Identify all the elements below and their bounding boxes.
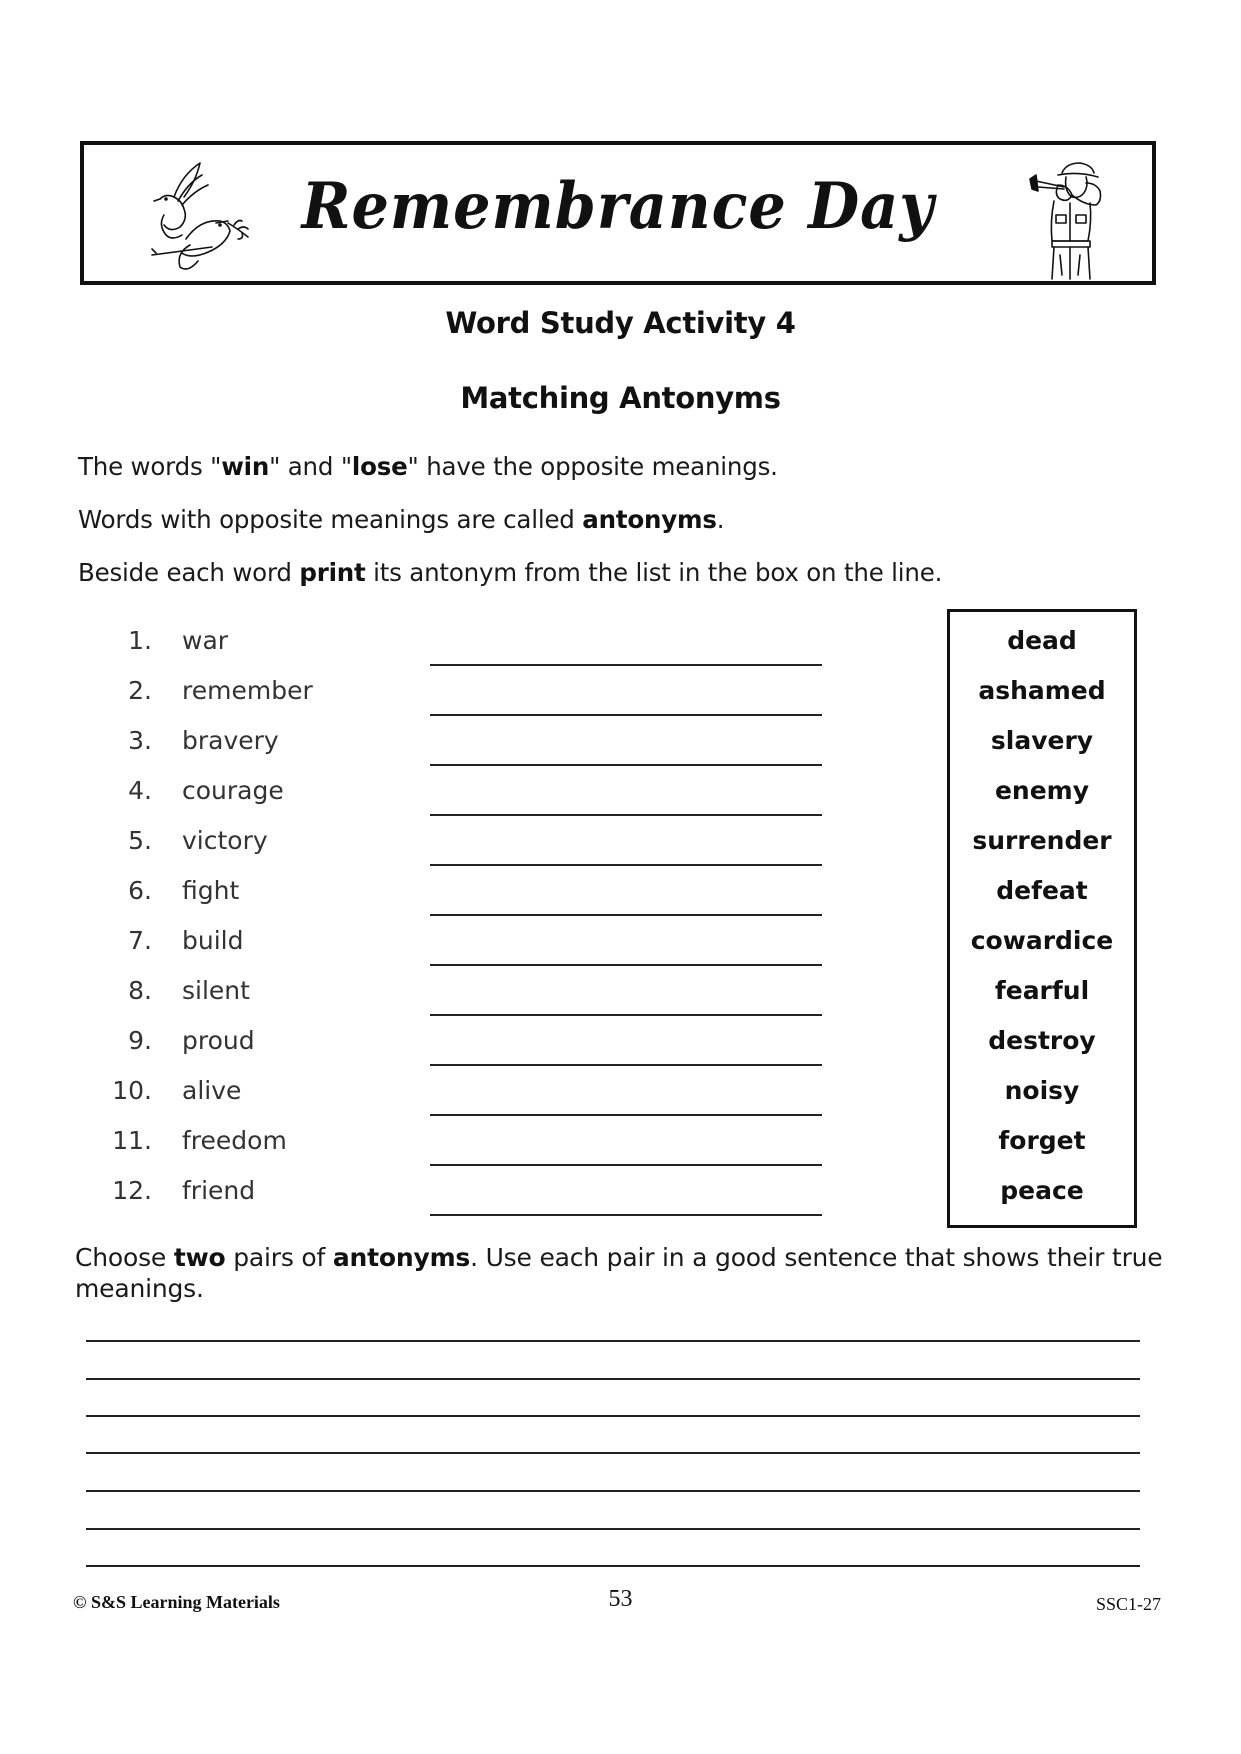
answer-line[interactable] [430,864,822,866]
antonym-option: destroy [988,1026,1096,1055]
word-label: proud [182,1026,255,1055]
text-fragment: Beside each word [78,558,300,587]
antonym-option: fearful [994,976,1090,1005]
word-label: freedom [182,1126,287,1155]
title-banner [80,141,1156,285]
word-label: bravery [182,726,279,755]
writing-line[interactable] [86,1340,1140,1342]
word-label: silent [182,976,250,1005]
text-fragment: . Use each pair in a good sentence that shows their true meanings. [75,1243,1163,1303]
section-heading: Matching Antonyms [460,381,781,415]
writing-line[interactable] [86,1378,1140,1380]
page-number: 53 [608,1586,633,1612]
bold-word-two: two [173,1243,226,1272]
writing-line[interactable] [86,1528,1140,1530]
answer-line[interactable] [430,964,822,966]
answer-line[interactable] [430,1064,822,1066]
antonym-option: forget [998,1126,1086,1155]
word-row [0,1176,900,1226]
word-label: alive [182,1076,242,1105]
word-row [0,1126,900,1176]
bugler-illustration-icon [1024,159,1114,281]
word-label: fight [182,876,240,905]
antonym-option: dead [1007,626,1077,655]
copyright-notice: © S&S Learning Materials [73,1592,280,1612]
word-row [0,1076,900,1126]
item-number: 8. [128,976,152,1005]
item-number: 3. [128,726,152,755]
item-number: 2. [128,676,152,705]
item-number: 4. [128,776,152,805]
answer-line[interactable] [430,664,822,666]
word-label: war [182,626,229,655]
word-row [0,1026,900,1076]
writing-line[interactable] [86,1452,1140,1454]
antonym-option: enemy [994,776,1090,805]
antonym-option: surrender [972,826,1112,855]
answer-line[interactable] [430,1014,822,1016]
bold-word-win: win [221,452,270,481]
answer-line[interactable] [430,714,822,716]
intro-line-2 [78,505,724,534]
intro-line-1 [78,452,778,481]
antonym-option: defeat [996,876,1088,905]
page-title: Remembrance Day [301,169,935,244]
item-number: 9. [128,1026,152,1055]
writing-line[interactable] [86,1490,1140,1492]
text-fragment: " and " [269,452,352,481]
item-number: 10. [112,1076,152,1105]
text-fragment: its antonym from the list in the box on the line. [365,558,943,587]
word-row [0,826,900,876]
word-label: remember [182,676,313,705]
word-label: friend [182,1176,256,1205]
text-fragment: Words with opposite meanings are called [78,505,583,534]
bold-word-antonyms: antonyms [582,505,717,534]
item-number: 11. [112,1126,152,1155]
word-row [0,676,900,726]
item-number: 12. [112,1176,152,1205]
writing-line[interactable] [86,1565,1140,1567]
answer-line[interactable] [430,764,822,766]
text-fragment: Choose [75,1243,174,1272]
antonym-option: slavery [990,726,1094,755]
item-number: 7. [128,926,152,955]
intro-line-3 [78,558,942,587]
answer-line[interactable] [430,1164,822,1166]
word-label: build [182,926,244,955]
answer-line[interactable] [430,1114,822,1116]
word-row [0,626,900,676]
antonym-option: ashamed [978,676,1106,705]
antonym-option: peace [1000,1176,1084,1205]
answer-line[interactable] [430,914,822,916]
word-row [0,976,900,1026]
word-label: courage [182,776,284,805]
answer-line[interactable] [430,1214,822,1216]
sentence-instructions [75,1242,1165,1304]
word-row [0,926,900,976]
writing-line[interactable] [86,1415,1140,1417]
antonym-option: noisy [1004,1076,1080,1105]
bold-word-lose: lose [351,452,408,481]
text-fragment: The words " [78,452,222,481]
text-fragment: " have the opposite meanings. [407,452,778,481]
product-code: SSC1-27 [1095,1594,1161,1614]
answer-line[interactable] [430,814,822,816]
word-row [0,876,900,926]
bold-word-antonyms: antonyms [332,1243,471,1272]
item-number: 6. [128,876,152,905]
item-number: 1. [128,626,152,655]
text-fragment: pairs of [225,1243,333,1272]
word-row [0,776,900,826]
activity-heading: Word Study Activity 4 [445,306,796,340]
antonym-word-box [947,609,1137,1228]
word-label: victory [182,826,268,855]
bold-word-print: print [299,558,366,587]
text-fragment: . [716,505,725,534]
antonym-option: cowardice [970,926,1114,955]
word-row [0,726,900,776]
item-number: 5. [128,826,152,855]
